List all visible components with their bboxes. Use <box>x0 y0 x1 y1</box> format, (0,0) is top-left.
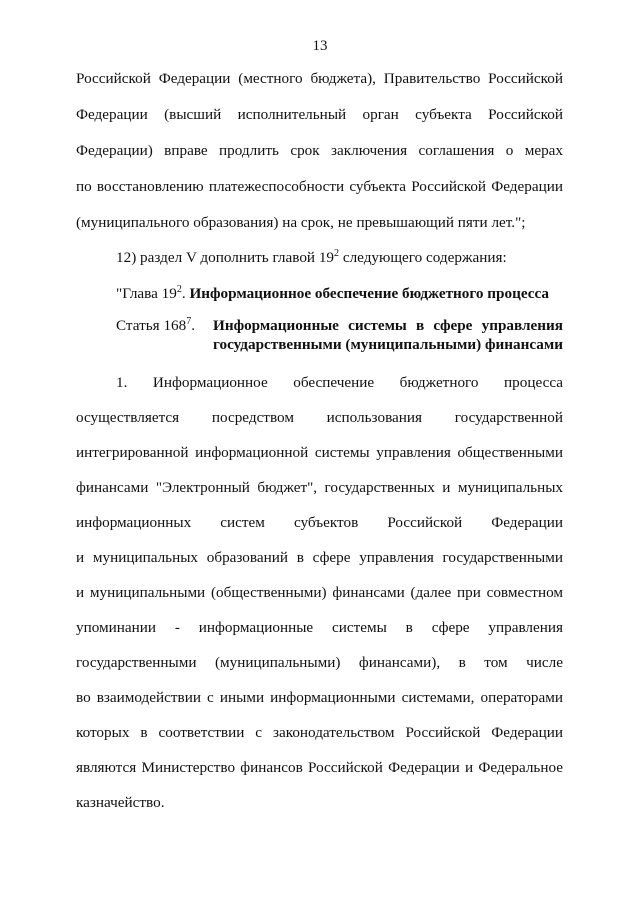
paragraph-line: интегрированной информационной системы управления общественными <box>76 444 563 461</box>
article-superscript: 7 <box>186 316 192 327</box>
paragraph-line: информационных систем субъектов Российской Федерации <box>76 514 563 531</box>
article-dot: . <box>191 317 196 334</box>
paragraph-line: и муниципальных образований в сфере управления государственными <box>76 549 563 566</box>
chapter-heading <box>116 285 563 303</box>
paragraph-line: во взаимодействии с иными информационными системами, операторами <box>76 689 563 706</box>
chapter-superscript: 2 <box>176 284 182 295</box>
paragraph-line: 1. Информационное обеспечение бюджетного процесса <box>116 374 563 391</box>
page-number: 13 <box>312 38 328 54</box>
text-line: Российской Федерации (местного бюджета), Правительство Российской <box>76 70 563 87</box>
paragraph-line: осуществляется посредством использования государственной <box>76 409 563 426</box>
text-line: по восстановлению платежеспособности субъекта Российской Федерации <box>76 178 563 195</box>
article-label <box>116 317 195 335</box>
chapter-prefix: "Глава 19 <box>116 285 177 302</box>
text-line: (муниципального образования) на срок, не превышающий пяти лет."; <box>76 214 526 231</box>
article-title-line-1: Информационные системы в сфере управления <box>213 317 563 334</box>
chapter-title: Информационное обеспечение бюджетного процесса <box>189 285 550 302</box>
paragraph-line: упоминании - информационные системы в сфере управления <box>76 619 563 636</box>
item-12-text: 12) раздел V дополнить главой 19 <box>116 249 335 266</box>
chapter-dot: . <box>181 285 190 302</box>
paragraph-line: казначейство. <box>76 794 165 811</box>
article-label-text: Статья 168 <box>116 317 187 334</box>
item-12 <box>116 249 563 267</box>
paragraph-line: являются Министерство финансов Российской Федерации и Федеральное <box>76 759 563 776</box>
item-12-superscript: 2 <box>334 248 340 259</box>
item-12-text-end: следующего содержания: <box>339 249 507 266</box>
article-title-line-2: государственными (муниципальными) финансами <box>213 336 563 353</box>
paragraph-line: государственными (муниципальными) финансами), в том числе <box>76 654 563 671</box>
text-line: Федерации (высший исполнительный орган субъекта Российской <box>76 106 563 123</box>
text-line: Федерации) вправе продлить срок заключения соглашения о мерах <box>76 142 563 159</box>
paragraph-line: и муниципальными (общественными) финансами (далее при совместном <box>76 584 563 601</box>
paragraph-line: финансами "Электронный бюджет", государственных и муниципальных <box>76 479 563 496</box>
paragraph-line: которых в соответствии с законодательством Российской Федерации <box>76 724 563 741</box>
